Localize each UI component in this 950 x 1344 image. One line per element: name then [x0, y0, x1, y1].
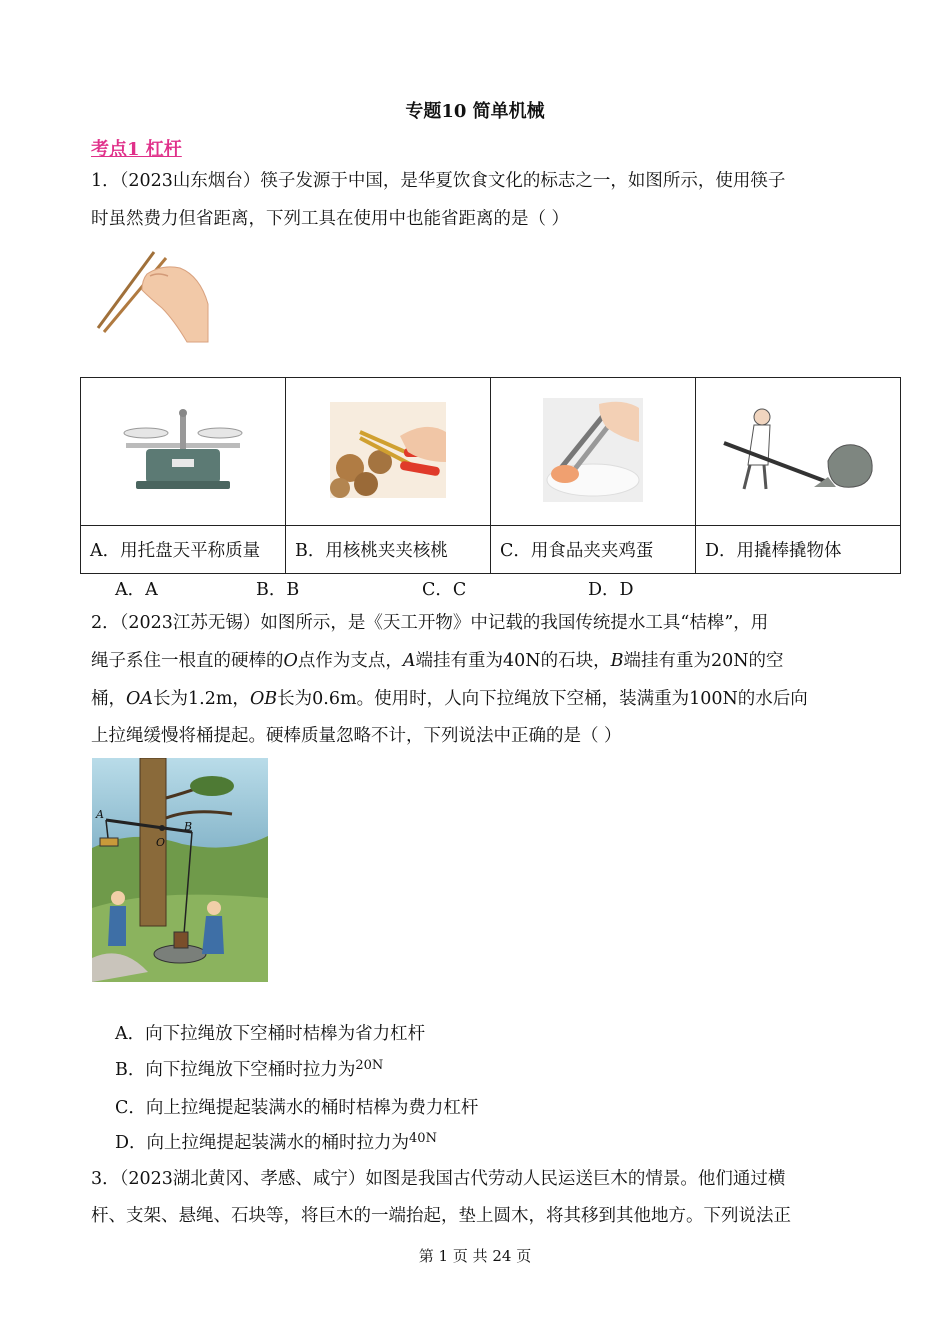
q2-line-3: 桶，OA长为1.2m，OB长为0.6m。使用时，人向下拉绳放下空桶，装满重为100N的水后向 — [91, 689, 808, 709]
chopsticks-hand-figure — [92, 246, 210, 344]
q2-option-d[interactable]: D．向上拉绳提起装满水的桶时拉力为$^{40N}$ — [115, 1131, 437, 1153]
balance-scale-icon — [116, 407, 250, 493]
q1-answer-c[interactable]: C．C — [422, 580, 467, 600]
page-title: 专题10 简单机械 — [405, 101, 545, 122]
page-footer: 第 1 页 共 24 页 — [418, 1247, 532, 1265]
option-c-caption: C．用食品夹夹鸡蛋 — [491, 526, 696, 574]
option-d-caption: D．用撬棒撬物体 — [696, 526, 901, 574]
option-c-image — [491, 378, 696, 526]
q1-answer-b[interactable]: B．B — [256, 580, 300, 600]
option-a-image — [81, 378, 286, 526]
q2-option-a[interactable]: A．向下拉绳放下空桶时桔槔为省力杠杆 — [115, 1024, 426, 1044]
q1-line-2: 时虽然费力但省距离，下列工具在使用中也能省距离的是（ ） — [91, 209, 570, 229]
crowbar-lever-icon — [718, 405, 878, 495]
nutcracker-icon — [330, 402, 446, 498]
q2-line-2: 绳子系住一根直的硬棒的O点作为支点，A端挂有重为40N的石块，B端挂有重为20N的空 — [91, 651, 784, 671]
food-tongs-icon — [543, 398, 643, 502]
jiegao-well-figure — [92, 758, 268, 982]
option-a-caption: A．用托盘天平称质量 — [81, 526, 286, 574]
q3-line-2: 杆、支架、悬绳、石块等，将巨木的一端抬起，垫上圆木，将其移到其他地方。下列说法正 — [91, 1206, 791, 1226]
tools-table — [80, 377, 901, 574]
label-o: O — [156, 836, 166, 849]
q3-line-1: 3．（2023湖北黄冈、孝感、咸宁）如图是我国古代劳动人民运送巨木的情景。他们通过横 — [91, 1169, 786, 1189]
option-d-image — [696, 378, 901, 526]
q2-line-1: 2．（2023江苏无锡）如图所示，是《天工开物》中记载的我国传统提水工具“桔槔”，用 — [91, 613, 769, 633]
q2-option-b[interactable]: B．向下拉绳放下空桶时拉力为$^{20N}$ — [115, 1058, 384, 1080]
section-heading: 考点1 杠杆 — [91, 139, 182, 160]
q2-line-4: 上拉绳缓慢将桶提起。硬棒质量忽略不计，下列说法中正确的是（ ） — [91, 726, 622, 746]
q1-line-1: 1．（2023山东烟台）筷子发源于中国，是华夏饮食文化的标志之一，如图所示，使用筷子 — [91, 171, 786, 191]
q1-answer-a[interactable]: A．A — [115, 580, 158, 600]
q1-answer-d[interactable]: D．D — [588, 580, 634, 600]
label-b: B — [184, 820, 193, 833]
option-b-image — [286, 378, 491, 526]
option-b-caption: B．用核桃夹夹核桃 — [286, 526, 491, 574]
label-a: A — [96, 808, 104, 821]
q2-option-c[interactable]: C．向上拉绳提起装满水的桶时桔槔为费力杠杆 — [115, 1098, 479, 1118]
